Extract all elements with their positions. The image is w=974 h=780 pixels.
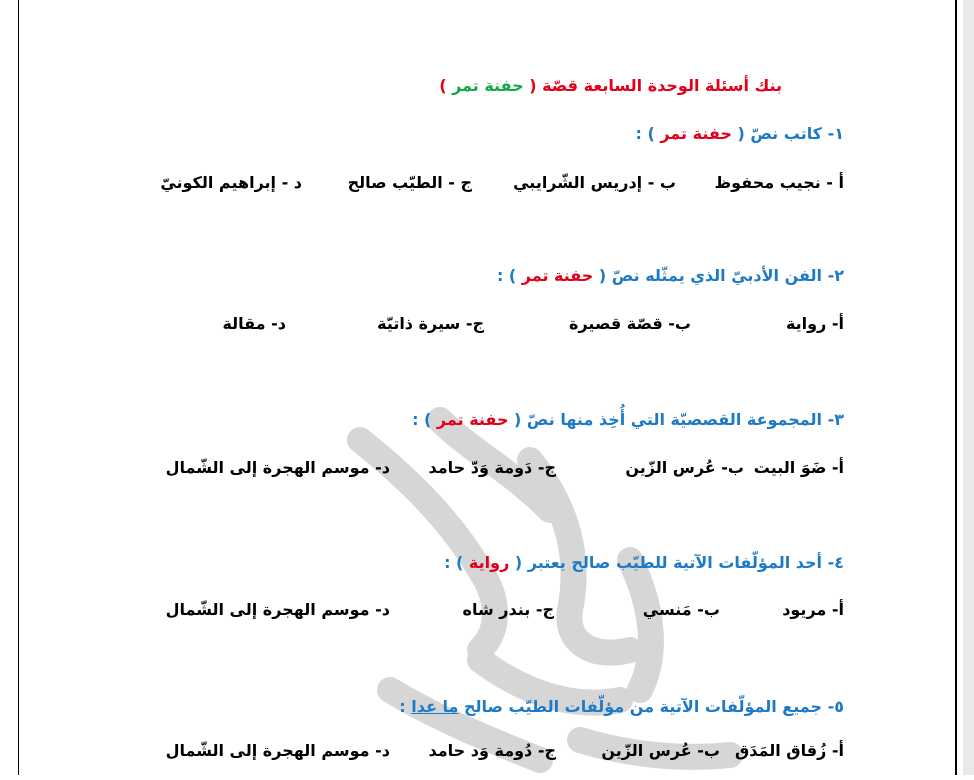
q3-option-a: أ- ضَوَ البيت: [753, 458, 844, 477]
page-right-border: [955, 0, 957, 775]
question-highlight: حفنة تمر: [654, 124, 738, 143]
q3-option-d: د- موسم الهجرة إلى الشّمال: [165, 458, 390, 477]
q2-option-c: ج- سيرة ذاتيّة: [377, 314, 484, 333]
question-3: [412, 410, 844, 429]
page-title: [0, 76, 782, 95]
question-2: [497, 266, 844, 285]
title-prefix: بنك أسئلة الوحدة السابعة قصّة (: [529, 76, 782, 95]
q1-option-d: د - إبراهيم الكونيّ: [160, 173, 302, 192]
q1-option-c: ج - الطيّب صالح: [347, 173, 472, 192]
q5-option-c: ج- دُومة وَد حامد: [428, 741, 556, 760]
title-story-name: حفنة تمر: [446, 76, 530, 95]
question-number: ٢-: [827, 266, 844, 285]
page-left-border: [18, 0, 19, 775]
q4-option-b: ب- مَنسي: [642, 600, 720, 619]
question-text: جميع المؤلّفات الآتية من مؤلّفات الطيّب صالح: [463, 697, 823, 716]
q5-option-d: د- موسم الهجرة إلى الشّمال: [165, 741, 390, 760]
question-highlight: رواية: [463, 553, 515, 572]
title-suffix: ): [439, 76, 447, 95]
question-tail: ) :: [444, 553, 464, 572]
question-5: [399, 697, 844, 716]
question-text: كاتب نصّ (: [737, 124, 823, 143]
q3-option-b: ب- عُرس الزّين: [625, 458, 744, 477]
q4-option-a: أ- مريود: [782, 600, 844, 619]
question-underlined: ما عدا: [411, 697, 459, 716]
question-highlight: حفنة تمر: [516, 266, 599, 285]
question-4: [444, 553, 844, 572]
question-number: ٣-: [827, 410, 844, 429]
q2-option-a: أ- رواية: [785, 314, 844, 333]
question-number: ٥-: [827, 697, 844, 716]
q5-option-b: ب- عُرس الزّين: [601, 741, 720, 760]
question-text: الفن الأدبيّ الذي يمثّله نصّ (: [598, 266, 823, 285]
q5-option-a: أ- زُقاق المَدَق: [734, 741, 844, 760]
question-tail: ) :: [412, 410, 432, 429]
q2-option-d: د- مقالة: [222, 314, 286, 333]
q4-option-c: ج- بندر شاه: [462, 600, 554, 619]
page-edge: [963, 0, 974, 775]
q2-option-b: ب- قصّة قصيرة: [569, 314, 691, 333]
question-text: أحد المؤلّفات الآتية للطيّب صالح يعتبر (: [514, 553, 823, 572]
question-tail: ) :: [635, 124, 655, 143]
q1-option-a: أ - نجيب محفوظ: [714, 173, 844, 192]
question-text: المجموعة القصصيّة التي أُخِذ منها نصّ (: [514, 410, 823, 429]
q3-option-c: ج- دَومة وَدّ حامد: [428, 458, 556, 477]
question-number: ١-: [827, 124, 844, 143]
q1-option-b: ب - إدريس الشّرايبي: [513, 173, 676, 192]
q4-option-d: د- موسم الهجرة إلى الشّمال: [165, 600, 390, 619]
question-tail: ) :: [496, 266, 517, 285]
question-1: [636, 124, 845, 143]
question-number: ٤-: [827, 553, 844, 572]
question-tail: :: [399, 697, 412, 716]
question-highlight: حفنة تمر: [431, 410, 515, 429]
